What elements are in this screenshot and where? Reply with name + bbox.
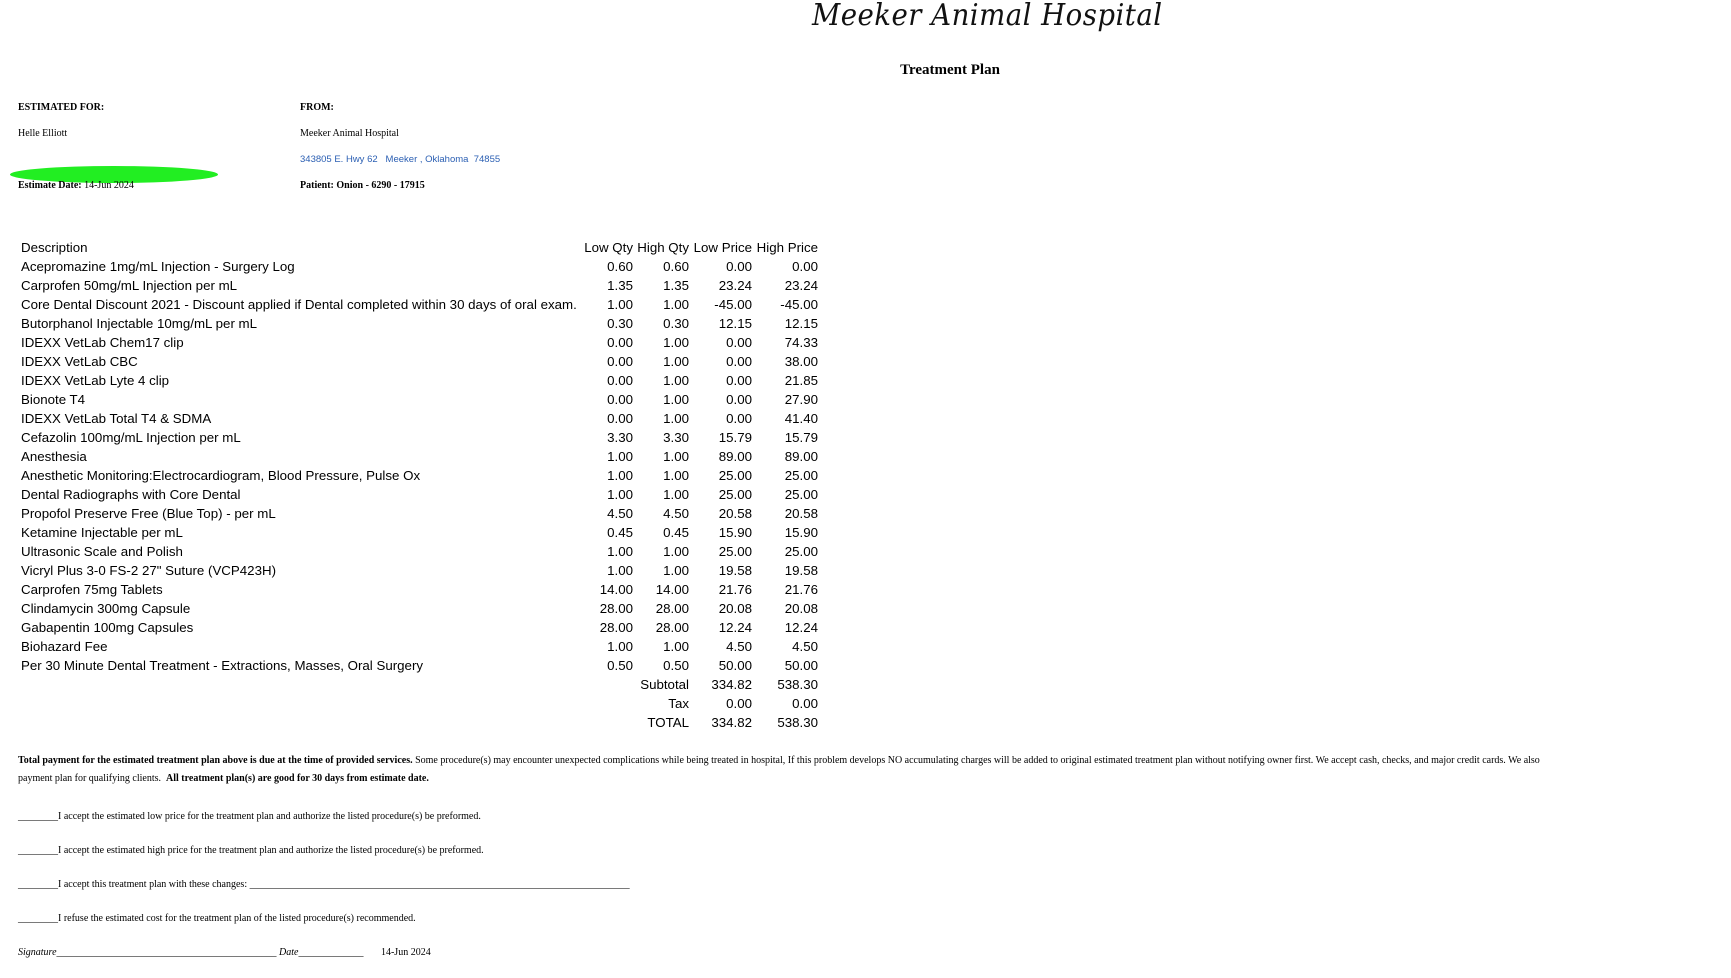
totals-spacer	[581, 675, 633, 694]
client-name: Helle Elliott	[18, 128, 68, 139]
cell-low-price: 50.00	[718, 658, 752, 673]
cell-low-qty: 0.60	[607, 259, 633, 274]
cell-high-qty: 1.00	[663, 563, 689, 578]
cell-high-price: 19.58	[784, 563, 818, 578]
cell-low-qty: 28.00	[599, 620, 633, 635]
cell-description: Carprofen 75mg Tablets	[21, 582, 163, 597]
cell-low-qty: 1.35	[607, 278, 633, 293]
cell-description: Vicryl Plus 3-0 FS-2 27" Suture (VCP423H)	[21, 563, 276, 578]
payment-bold: Total payment for the estimated treatment plan above is due at the time of provided services.	[18, 755, 413, 766]
cell-low-price: -45.00	[714, 297, 752, 312]
cell-high-price: 15.90	[784, 525, 818, 540]
payment-line2-bold: All treatment plan(s) are good for 30 days from estimate date.	[166, 773, 429, 784]
cell-low-price: 4.50	[726, 639, 752, 654]
cell-description: Acepromazine 1mg/mL Injection - Surgery Log	[21, 259, 295, 274]
cell-description: Propofol Preserve Free (Blue Top) - per mL	[21, 506, 276, 521]
logo-text: Meeker Animal Hospital	[812, 0, 1163, 33]
totals-high: 0.00	[792, 696, 818, 711]
totals-section	[18, 675, 818, 732]
cell-low-qty: 0.50	[607, 658, 633, 673]
cell-high-price: 20.08	[784, 601, 818, 616]
cell-high-price: 89.00	[784, 449, 818, 464]
cell-high-qty: 1.00	[663, 487, 689, 502]
patient-info	[300, 180, 425, 191]
cell-high-price: 21.85	[784, 373, 818, 388]
table-row	[18, 295, 818, 314]
totals-spacer	[581, 694, 633, 713]
cell-description: Gabapentin 100mg Capsules	[21, 620, 194, 635]
cell-high-price: 41.40	[784, 411, 818, 426]
table-row	[18, 466, 818, 485]
table-row	[18, 542, 818, 561]
table-row	[18, 428, 818, 447]
date-label: Date	[279, 947, 299, 958]
cell-high-qty: 1.00	[663, 544, 689, 559]
cell-low-price: 21.76	[718, 582, 752, 597]
table-row	[18, 599, 818, 618]
cell-high-price: 20.58	[784, 506, 818, 521]
cell-description: IDEXX VetLab Chem17 clip	[21, 335, 184, 350]
cell-low-price: 23.24	[718, 278, 752, 293]
cell-low-qty: 0.30	[607, 316, 633, 331]
table-row	[18, 637, 818, 656]
cell-description: Ketamine Injectable per mL	[21, 525, 183, 540]
table-row	[18, 580, 818, 599]
cell-low-qty: 1.00	[607, 449, 633, 464]
cell-high-qty: 14.00	[655, 582, 689, 597]
cell-high-price: 21.76	[784, 582, 818, 597]
cell-low-price: 0.00	[726, 373, 752, 388]
cell-low-qty: 14.00	[599, 582, 633, 597]
cell-description: Dental Radiographs with Core Dental	[21, 487, 241, 502]
cell-low-price: 12.24	[718, 620, 752, 635]
cell-description: Biohazard Fee	[21, 639, 108, 654]
estimate-date-value: 14-Jun 2024	[84, 180, 134, 191]
cell-low-price: 25.00	[718, 468, 752, 483]
totals-row	[18, 675, 818, 694]
cell-low-price: 15.90	[718, 525, 752, 540]
cell-description: Carprofen 50mg/mL Injection per mL	[21, 278, 238, 293]
cell-high-qty: 0.45	[663, 525, 689, 540]
cell-high-price: 15.79	[784, 430, 818, 445]
payment-text: Some procedure(s) may encounter unexpected complications while being treated in hospital, If this problem develops NO accumulating charges will be added to original estimated treatment plan without notifying owner first. We accept cash, checks, and major credit cards. We also	[412, 755, 1540, 766]
col-description: Description	[21, 240, 88, 255]
cell-high-qty: 1.00	[663, 449, 689, 464]
totals-low: 334.82	[711, 677, 752, 692]
cell-description: Cefazolin 100mg/mL Injection per mL	[21, 430, 241, 445]
signature-line	[18, 947, 431, 958]
cell-low-qty: 1.00	[607, 468, 633, 483]
cell-low-qty: 1.00	[607, 487, 633, 502]
estimated-for-label: ESTIMATED FOR:	[18, 102, 105, 113]
cell-high-qty: 1.00	[663, 411, 689, 426]
cell-low-price: 0.00	[726, 335, 752, 350]
totals-label: TOTAL	[647, 715, 689, 730]
cell-low-price: 0.00	[726, 411, 752, 426]
cell-high-price: 25.00	[784, 487, 818, 502]
cell-high-price: 12.15	[784, 316, 818, 331]
cell-low-price: 15.79	[718, 430, 752, 445]
cell-high-price: -45.00	[780, 297, 818, 312]
payment-line2: payment plan for qualifying clients.	[18, 773, 162, 784]
estimate-date	[18, 180, 134, 191]
estimate-date-label: Estimate Date:	[18, 180, 82, 191]
table-row	[18, 257, 818, 276]
line-items-table	[18, 238, 818, 732]
cell-high-qty: 1.00	[663, 354, 689, 369]
cell-description: Anesthesia	[21, 449, 87, 464]
cell-high-qty: 1.00	[663, 297, 689, 312]
cell-low-qty: 1.00	[607, 639, 633, 654]
cell-high-qty: 0.30	[663, 316, 689, 331]
totals-low: 0.00	[726, 696, 752, 711]
cell-description: Bionote T4	[21, 392, 86, 407]
table-row	[18, 371, 818, 390]
cell-high-qty: 1.00	[663, 373, 689, 388]
cell-high-price: 38.00	[784, 354, 818, 369]
cell-low-qty: 28.00	[599, 601, 633, 616]
cell-high-qty: 1.35	[663, 278, 689, 293]
cell-low-qty: 1.00	[607, 563, 633, 578]
table-row	[18, 447, 818, 466]
cell-low-price: 25.00	[718, 544, 752, 559]
from-label: FROM:	[300, 102, 334, 113]
cell-low-qty: 0.00	[607, 392, 633, 407]
payment-terms	[18, 752, 1718, 788]
cell-low-qty: 0.00	[607, 354, 633, 369]
totals-row	[18, 713, 818, 732]
cell-high-price: 23.24	[784, 278, 818, 293]
cell-description: Core Dental Discount 2021 - Discount applied if Dental completed within 30 days of oral exam.	[21, 297, 577, 312]
totals-low: 334.82	[711, 715, 752, 730]
totals-label: Subtotal	[640, 677, 689, 692]
cell-high-price: 25.00	[784, 544, 818, 559]
totals-spacer	[581, 713, 633, 732]
cell-low-qty: 1.00	[607, 297, 633, 312]
totals-high: 538.30	[777, 677, 818, 692]
accept-high-option: ________I accept the estimated high price for the treatment plan and authorize the listed procedure(s) be preformed.	[18, 845, 484, 856]
table-body	[18, 257, 818, 675]
table-row	[18, 656, 818, 675]
totals-spacer	[18, 675, 581, 694]
signature-blank: ____________________________________________	[56, 947, 277, 958]
totals-high: 538.30	[777, 715, 818, 730]
cell-low-price: 0.00	[726, 392, 752, 407]
patient-label: Patient:	[300, 180, 334, 191]
table-row	[18, 276, 818, 295]
totals-spacer	[18, 694, 581, 713]
cell-high-price: 4.50	[792, 639, 818, 654]
cell-low-price: 20.58	[718, 506, 752, 521]
payment-line-2	[18, 770, 1718, 788]
cell-description: Ultrasonic Scale and Polish	[21, 544, 183, 559]
cell-low-qty: 4.50	[607, 506, 633, 521]
col-high-price: High Price	[756, 240, 818, 255]
table-row	[18, 352, 818, 371]
patient-value: Onion - 6290 - 17915	[336, 180, 425, 191]
cell-high-price: 12.24	[784, 620, 818, 635]
col-high-qty: High Qty	[637, 240, 689, 255]
hospital-logo	[812, 0, 1163, 38]
cell-high-qty: 4.50	[663, 506, 689, 521]
cell-low-price: 89.00	[718, 449, 752, 464]
cell-low-price: 19.58	[718, 563, 752, 578]
cell-high-qty: 28.00	[655, 601, 689, 616]
cell-low-price: 20.08	[718, 601, 752, 616]
cell-high-price: 50.00	[784, 658, 818, 673]
table-header-row	[18, 238, 818, 257]
table-row	[18, 314, 818, 333]
cell-high-qty: 1.00	[663, 639, 689, 654]
cell-low-price: 25.00	[718, 487, 752, 502]
table-row	[18, 390, 818, 409]
cell-high-qty: 1.00	[663, 468, 689, 483]
cell-description: Butorphanol Injectable 10mg/mL per mL	[21, 316, 258, 331]
clinic-address-link[interactable]: 343805 E. Hwy 62 Meeker , Oklahoma 74855	[300, 154, 501, 165]
cell-high-price: 27.90	[784, 392, 818, 407]
cell-description: IDEXX VetLab Lyte 4 clip	[21, 373, 170, 388]
table-row	[18, 523, 818, 542]
cell-high-qty: 0.50	[663, 658, 689, 673]
table-row	[18, 504, 818, 523]
cell-low-qty: 0.00	[607, 373, 633, 388]
cell-low-qty: 3.30	[607, 430, 633, 445]
sign-date: 14-Jun 2024	[380, 947, 431, 958]
cell-high-qty: 3.30	[663, 430, 689, 445]
cell-high-qty: 1.00	[663, 392, 689, 407]
cell-high-price: 25.00	[784, 468, 818, 483]
cell-description: Anesthetic Monitoring:Electrocardiogram, Blood Pressure, Pulse Ox	[21, 468, 421, 483]
table-row	[18, 333, 818, 352]
cell-description: Per 30 Minute Dental Treatment - Extractions, Masses, Oral Surgery	[21, 658, 424, 673]
clinic-name: Meeker Animal Hospital	[300, 128, 399, 139]
cell-low-qty: 1.00	[607, 544, 633, 559]
signature-label: Signature	[18, 947, 57, 958]
totals-label: Tax	[668, 696, 689, 711]
table-row	[18, 618, 818, 637]
accept-changes-option: ________I accept this treatment plan with these changes: ____________________________________________________________________________	[18, 879, 630, 890]
refuse-option: ________I refuse the estimated cost for the treatment plan of the listed procedure(s) recommended.	[18, 913, 416, 924]
col-low-price: Low Price	[693, 240, 752, 255]
cell-description: Clindamycin 300mg Capsule	[21, 601, 191, 616]
cell-high-qty: 28.00	[655, 620, 689, 635]
table-row	[18, 485, 818, 504]
cell-high-qty: 1.00	[663, 335, 689, 350]
col-low-qty: Low Qty	[584, 240, 633, 255]
totals-row	[18, 694, 818, 713]
payment-line-1	[18, 752, 1718, 770]
cell-low-price: 0.00	[726, 354, 752, 369]
cell-high-price: 0.00	[792, 259, 818, 274]
cell-description: IDEXX VetLab Total T4 & SDMA	[21, 411, 212, 426]
accept-low-option: ________I accept the estimated low price for the treatment plan and authorize the listed procedure(s) be preformed.	[18, 811, 481, 822]
date-blank: _____________	[298, 947, 364, 958]
cell-description: IDEXX VetLab CBC	[21, 354, 138, 369]
table-row	[18, 409, 818, 428]
cell-high-qty: 0.60	[663, 259, 689, 274]
cell-high-price: 74.33	[784, 335, 818, 350]
table-row	[18, 561, 818, 580]
cell-low-price: 0.00	[726, 259, 752, 274]
page-title: Treatment Plan	[900, 62, 1000, 78]
cell-low-qty: 0.00	[607, 411, 633, 426]
cell-low-qty: 0.00	[607, 335, 633, 350]
cell-low-qty: 0.45	[607, 525, 633, 540]
cell-low-price: 12.15	[718, 316, 752, 331]
totals-spacer	[18, 713, 581, 732]
